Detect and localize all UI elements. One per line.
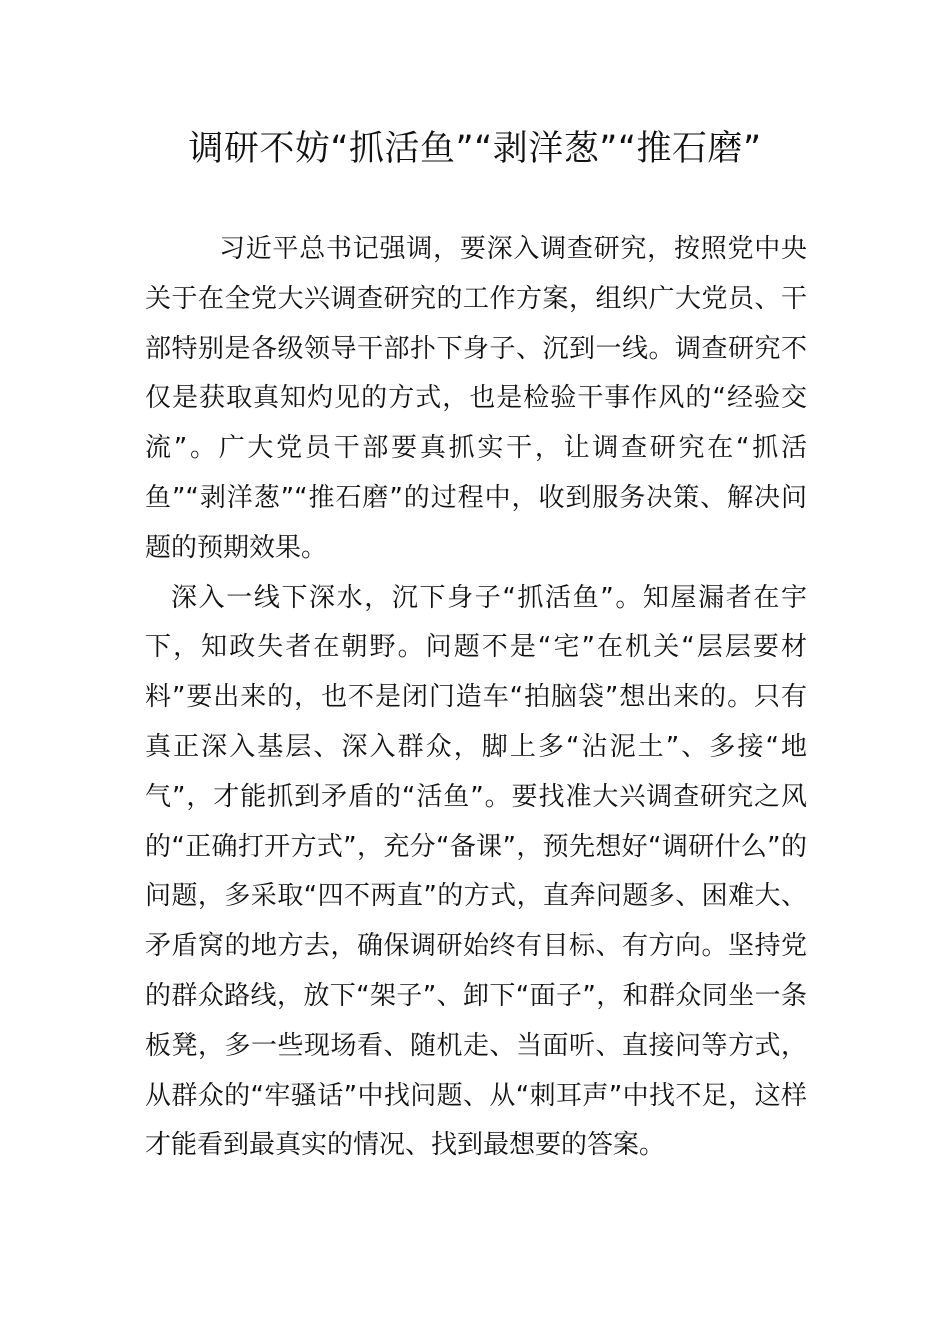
paragraph-intro: 习近平总书记强调，要深入调查研究，按照党中央关于在全党大兴调查研究的工作方案，组织广大党员、干部特别是各级领导干部扑下身子、沉到一线。调查研究不仅是获取真知灼见的方式，也是检验干事作风的“经验交流”。广大党员干部要真抓实干，让调查研究在“抓活鱼”“剥洋葱”“推石磨”的过程中，收到服务决策、解决问题的预期效果。 bbox=[145, 234, 807, 563]
paragraph-catch-live-fish: 深入一线下深水，沉下身子“抓活鱼”。知屋漏者在宇下，知政失者在朝野。问题不是“宅”在机关“层层要材料”要出来的，也不是闭门造车“拍脑袋”想出来的。只有真正深入基层、深入群众，脚上多“沾泥土”、多接“地气”，才能抓到矛盾的“活鱼”。要找准大兴调查研究之风的“正确打开方式”，充分“备课”，预先想好“调研什么”的问题，多采取“四不两直”的方式，直奔问题多、困难大、矛盾窝的地方去，确保调研始终有目标、有方向。坚持党的群众路线，放下“架子”、卸下“面子”，和群众同坐一条板凳，多一些现场看、随机走、当面听、直接问等方式，从群众的“牢骚话”中找问题、从“刺耳声”中找不足，这样才能看到最真实的情况、找到最想要的答案。 bbox=[145, 582, 807, 1161]
document-title: 调研不妨“抓活鱼”“剥洋葱”“推石磨” bbox=[188, 129, 762, 169]
document-body bbox=[145, 225, 807, 1171]
